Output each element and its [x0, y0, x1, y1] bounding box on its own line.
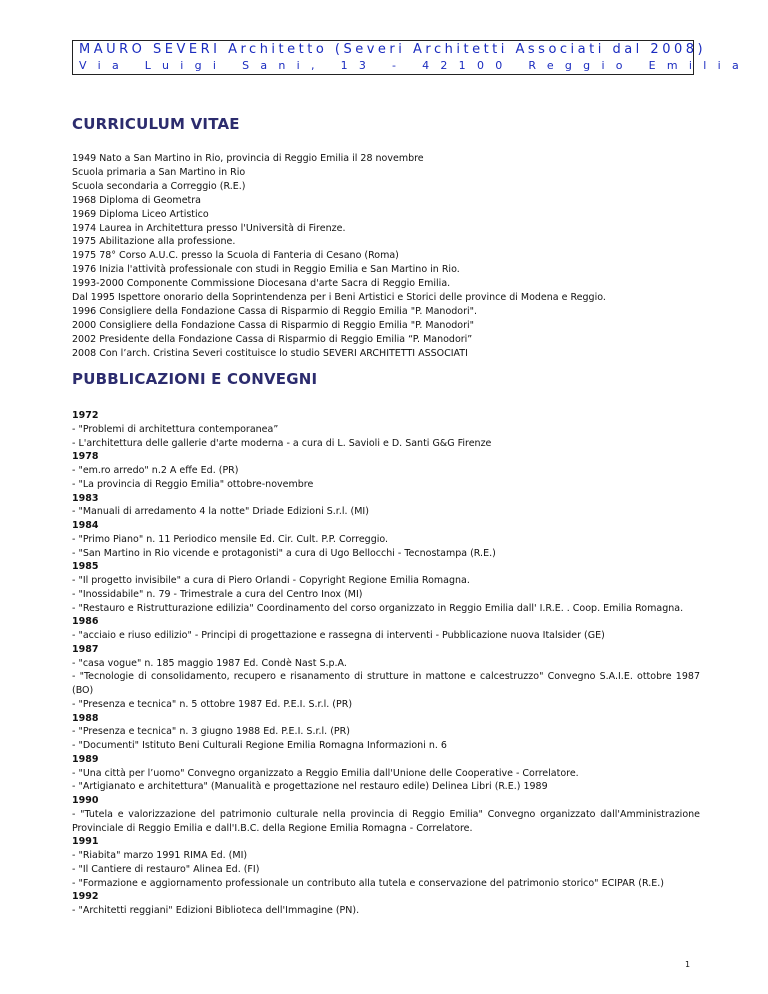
cv-item: 2000 Consigliere della Fondazione Cassa di Risparmio di Reggio Emilia "P. Manodori"	[72, 319, 475, 331]
publication-year: 1984	[72, 520, 99, 531]
publication-entry: - "acciaio e riuso edilizio" - Principi di progettazione e rassegna di interventi - Pubblicazione nuova Italsider (GE)	[72, 630, 605, 641]
publication-entry: - "Tutela e valorizzazione del patrimonio culturale nella provincia di Reggio Emilia" Convegno organizzato dall'Amministrazione Provinciale di Reggio Emilia e dall'I.B.C. della Regione Emilia Romagna - Correlatore.	[72, 808, 700, 834]
publication-entry: - "Restauro e Ristrutturazione edilizia" Coordinamento del corso organizzato in Reggio Emilia dall' I.R.E. . Coop. Emilia Romagna.	[72, 602, 684, 614]
publication-entry: - "Il Cantiere di restauro" Alinea Ed. (FI)	[72, 863, 260, 875]
cv-item: 1975 Abilitazione alla professione.	[72, 236, 236, 248]
publication-year: 1972	[72, 410, 99, 421]
letterhead-address: Via Luigi Sani, 13 - 42100 Reggio Emilia	[79, 59, 751, 72]
publication-entry: - "Manuali di arredamento 4 la notte" Driade Edizioni S.r.l. (MI)	[72, 506, 369, 518]
publication-entry: - "Tecnologie di consolidamento, recupero e risanamento di strutture in mattone e calcestruzzo" Convegno S.A.I.E. ottobre 1987 (BO)	[72, 671, 700, 696]
publication-entry: - "em.ro arredo" n.2 A effe Ed. (PR)	[72, 465, 239, 476]
publication-year: 1978	[72, 451, 99, 463]
cv-item: 1976 Inizia l'attività professionale con studi in Reggio Emilia e San Martino in Rio.	[72, 264, 460, 276]
publication-year: 1988	[72, 712, 99, 724]
publications-heading: PUBBLICAZIONI E CONVEGNI	[72, 370, 318, 388]
publication-entry: - "Formazione e aggiornamento professionale un contributo alla tutela e conservazione del patrimonio storico" ECIPAR (R.E.)	[72, 877, 664, 889]
publication-entry: - "Una città per l’uomo" Convegno organizzato a Reggio Emilia dall'Unione delle Cooperative - Correlatore.	[72, 767, 579, 779]
cv-item: 1969 Diploma Liceo Artistico	[72, 208, 209, 220]
publication-entry: - "La provincia di Reggio Emilia" ottobre-novembre	[72, 478, 314, 490]
cv-item: 1949 Nato a San Martino in Rio, provincia di Reggio Emilia il 28 novembre	[72, 153, 424, 164]
publication-year: 1990	[72, 795, 99, 806]
publication-entry: - "Inossidabile" n. 79 - Trimestrale a cura del Centro Inox (MI)	[72, 588, 363, 600]
publication-entry: - "Presenza e tecnica" n. 5 ottobre 1987 Ed. P.E.I. S.r.l. (PR)	[72, 698, 353, 710]
publication-entry: - L'architettura delle gallerie d'arte moderna - a cura di L. Savioli e D. Santi G&G Firenze	[72, 437, 492, 449]
publication-year: 1985	[72, 561, 99, 573]
cv-list	[72, 152, 712, 361]
publication-entry: - "San Martino in Rio vicende e protagonisti" a cura di Ugo Bellocchi - Tecnostampa (R.E.)	[72, 547, 496, 559]
cv-heading: CURRICULUM VITAE	[72, 115, 240, 133]
letterhead-name: MAURO SEVERI Architetto (Severi Architetti Associati dal 2008)	[79, 42, 707, 57]
cv-item: 1975 78° Corso A.U.C. presso la Scuola di Fanteria di Cesano (Roma)	[72, 250, 399, 262]
publications-list	[72, 409, 700, 918]
publication-year: 1989	[72, 753, 99, 765]
publication-entry: - "Problemi di architettura contemporanea”	[72, 423, 279, 435]
cv-item: 1993-2000 Componente Commissione Diocesana d'arte Sacra di Reggio Emilia.	[72, 278, 451, 290]
publication-year: 1991	[72, 836, 99, 848]
cv-item: Dal 1995 Ispettore onorario della Soprintendenza per i Beni Artistici e Storici delle province di Modena e Reggio.	[72, 292, 606, 304]
publication-year: 1986	[72, 616, 99, 628]
publication-entry: - "Presenza e tecnica" n. 3 giugno 1988 Ed. P.E.I. S.r.l. (PR)	[72, 726, 350, 738]
cv-item: Scuola secondaria a Correggio (R.E.)	[72, 180, 246, 192]
cv-item: 1974 Laurea in Architettura presso l'Università di Firenze.	[72, 222, 346, 234]
cv-item: 2002 Presidente della Fondazione Cassa di Risparmio di Reggio Emilia “P. Manodori”	[72, 333, 473, 345]
publication-entry: - "Riabita" marzo 1991 RIMA Ed. (MI)	[72, 850, 248, 861]
page-number: 1	[685, 960, 691, 969]
publication-entry: - "Documenti" Istituto Beni Culturali Regione Emilia Romagna Informazioni n. 6	[72, 740, 447, 751]
publication-entry: - "Primo Piano" n. 11 Periodico mensile Ed. Cir. Cult. P.P. Correggio.	[72, 533, 389, 545]
cv-item: 1996 Consigliere della Fondazione Cassa di Risparmio di Reggio Emilia "P. Manodori".	[72, 305, 478, 317]
cv-item: 1968 Diploma di Geometra	[72, 194, 201, 206]
publication-year: 1992	[72, 891, 99, 903]
publication-year: 1987	[72, 643, 99, 655]
cv-item: Scuola primaria a San Martino in Rio	[72, 166, 246, 178]
cv-item: 2008 Con l’arch. Cristina Severi costituisce lo studio SEVERI ARCHITETTI ASSOCIATI	[72, 347, 468, 359]
publication-year: 1983	[72, 492, 99, 504]
letterhead-box	[72, 40, 751, 75]
publication-entry: - "Artigianato e architettura" (Manualità e progettazione nel restauro edile) Delinea Libri (R.E.) 1989	[72, 781, 548, 793]
publication-entry: - "Architetti reggiani" Edizioni Biblioteca dell'Immagine (PN).	[72, 905, 360, 916]
publication-entry: - "casa vogue" n. 185 maggio 1987 Ed. Condè Nast S.p.A.	[72, 657, 347, 669]
publication-entry: - "Il progetto invisibile" a cura di Piero Orlandi - Copyright Regione Emilia Romagna.	[72, 575, 470, 586]
